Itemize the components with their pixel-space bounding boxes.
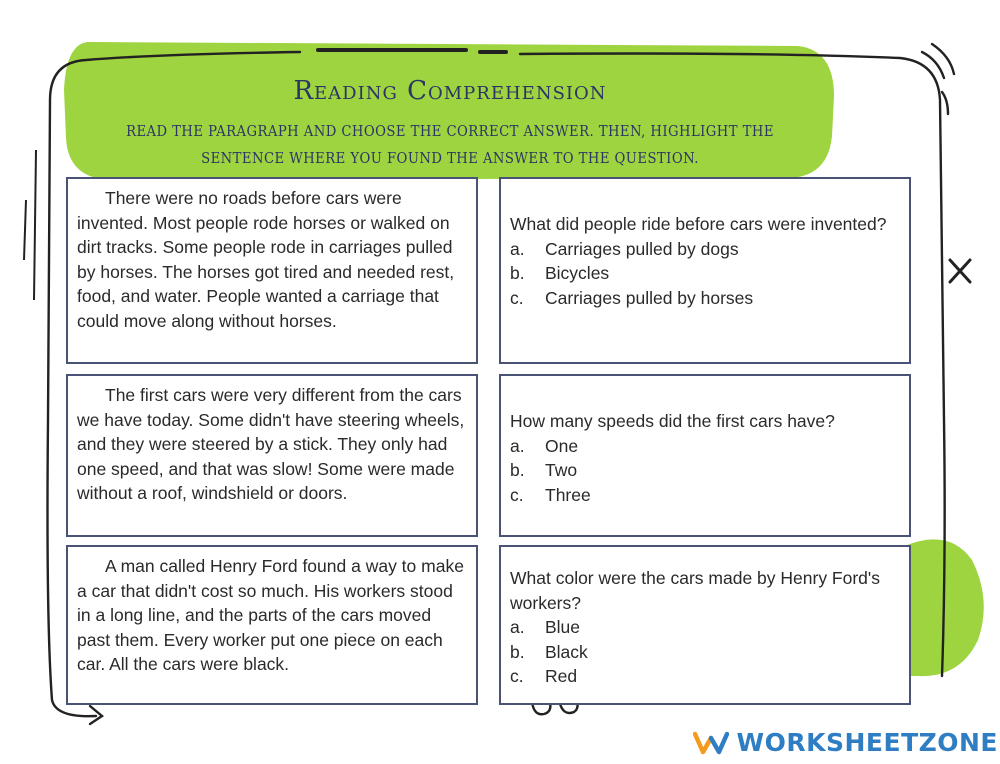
question-text: What did people ride before cars were invented? (510, 214, 887, 234)
answer-option[interactable]: c. Carriages pulled by horses (510, 287, 754, 308)
passage-box-3 (66, 545, 478, 705)
answer-option[interactable]: a. Carriages pulled by dogs (510, 238, 739, 259)
passage-box-2 (66, 374, 478, 537)
answer-option[interactable]: b. Two (510, 460, 578, 481)
brand-name: WORKSHEETZONE (736, 728, 998, 757)
answer-options (510, 237, 899, 311)
answer-option[interactable]: b. Black (510, 641, 588, 662)
answer-option[interactable]: a. One (510, 435, 579, 456)
page-title: Reading Comprehension (293, 76, 607, 106)
passage-text: There were no roads before cars were invented. Most people rode horses or walked on dirt tracks. Some people rode in carriages pulled by horses. The horses got tired and needed rest, food, and water. People wanted a carriage that could move along without horses. (77, 188, 455, 331)
cross-mark-icon (950, 260, 970, 282)
answer-option[interactable]: c. Three (510, 484, 591, 505)
answer-options (510, 434, 899, 508)
motion-lines-icon (922, 44, 954, 114)
passage-box-1 (66, 177, 478, 364)
question-box-2 (499, 374, 911, 537)
question-text: What color were the cars made by Henry Ford's workers? (510, 568, 881, 613)
instructions-text: READ THE PARAGRAPH AND CHOOSE THE CORRECT ANSWER. THEN, HIGHLIGHT THE SENTENCE WHERE YOU FOUND THE ANSWER TO THE QUESTION. (126, 122, 774, 167)
question-box-3 (499, 545, 911, 705)
answer-option[interactable]: a. Blue (510, 617, 581, 638)
answer-option[interactable]: c. Red (510, 666, 578, 687)
question-text: How many speeds did the first cars have? (510, 411, 835, 431)
worksheetzone-logo-icon (693, 730, 729, 756)
answer-options (510, 615, 899, 689)
brand-logo (693, 728, 998, 757)
question-box-1 (499, 177, 911, 364)
answer-option[interactable]: b. Bicycles (510, 263, 610, 284)
passage-text: The first cars were very different from the cars we have today. Some didn't have steering wheels, and they were steered by a stick. They only had one speed, and that was slow! Some were made without a roof, windshield or doors. (77, 385, 465, 504)
passage-text: A man called Henry Ford found a way to make a car that didn't cost so much. His workers stood in a long line, and the parts of the cars moved past them. Every worker put one piece on each car. All the cars were black. (77, 556, 464, 675)
